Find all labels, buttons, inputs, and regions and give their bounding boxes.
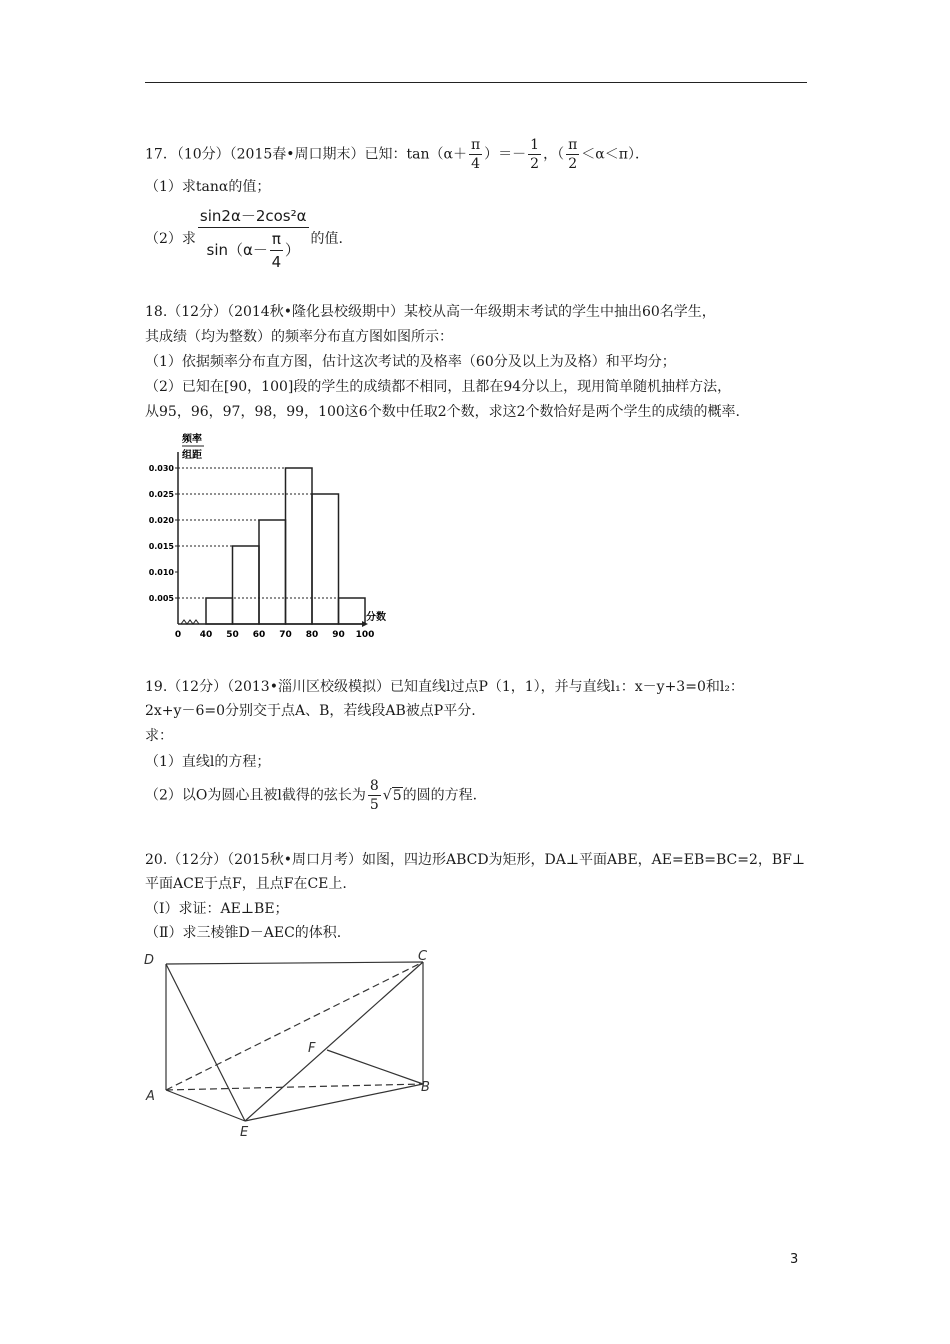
x-tick-label: 60 — [252, 630, 266, 640]
q17-frac-1-2: $\frac{1}{2}$ — [530, 137, 540, 172]
y-tick-label: 0.020 — [148, 516, 174, 525]
q18-line5: 从95，96，97，98，99，100这6个数中任取2个数，求这2个数恰好是两个学生的成绩的概率. — [145, 404, 740, 420]
label-e: E — [240, 1125, 249, 1138]
y-label-bottom: 组距 — [182, 450, 202, 461]
q19-frac-8-5: $\frac{8}{5}$ — [369, 778, 379, 813]
q18-line2: 其成绩（均为整数）的频率分布直方图如图所示： — [145, 329, 453, 345]
q17-part1: （1）求tanα的值； — [145, 179, 271, 195]
q19-line2: 2x+y－6=0分别交于点A、B，若线段AB被点P平分. — [145, 703, 476, 719]
histogram-bar — [339, 598, 366, 624]
y-tick-label: 0.025 — [148, 490, 174, 499]
x-tick-label: 100 — [355, 630, 375, 640]
label-a: A — [146, 1089, 155, 1104]
q17-frac-pi-2: $\frac{\pi}{2}$ — [568, 137, 578, 172]
histogram-bar — [286, 468, 313, 624]
x-tick-label: 70 — [279, 630, 292, 640]
y-tick-label: 0.005 — [148, 594, 174, 603]
q19-line3: 求： — [145, 728, 173, 744]
edge-eb — [245, 1084, 423, 1121]
y-tick-label: 0.010 — [148, 568, 174, 577]
header-rule — [145, 82, 807, 83]
y-tick-label: 0.030 — [148, 464, 174, 473]
q20-part1: （Ⅰ）求证：AE⊥BE； — [145, 901, 289, 917]
edge-ec — [245, 962, 423, 1121]
q17-statement: 17．（10分）（2015春•周口期末）已知：tan（α＋ $\frac{\pi}{4}$ ）＝－ $\frac{1}{2}$ ，（ $\frac{\pi}{2}$ ＜α＜π）． — [145, 137, 649, 172]
q19-part2: （2）以O为圆心且被l截得的弦长为 $\frac{8}{5}$ √5的圆的方程. — [145, 778, 478, 813]
label-b: B — [421, 1080, 430, 1095]
edge-ab-hidden — [166, 1084, 423, 1090]
histogram-bar — [233, 546, 260, 624]
frequency-histogram — [140, 428, 420, 646]
q18-line1: 18.（12分）（2014秋•隆化县校级期中）某校从高一年级期末考试的学生中抽出60名学生， — [145, 304, 716, 320]
geometry-figure — [140, 948, 445, 1138]
edge-dc — [166, 962, 423, 964]
x-tick-label: 40 — [199, 630, 213, 640]
segment-fb — [327, 1050, 423, 1084]
label-f: F — [308, 1041, 316, 1056]
q18-line4: （2）已知在[90，100]段的学生的成绩都不相同，且都在94分以上，现用简单随机抽样方法， — [145, 379, 732, 395]
edge-de — [166, 964, 245, 1121]
edge-ae — [166, 1090, 245, 1121]
label-d: D — [144, 953, 155, 968]
x-tick-label: 90 — [332, 630, 345, 640]
q20-line2: 平面ACE于点F，且点F在CE上. — [145, 876, 347, 892]
page-number: 3 — [790, 1252, 799, 1267]
q18-line3: （1）依据频率分布直方图，估计这次考试的及格率（60分及以上为及格）和平均分； — [145, 354, 676, 370]
q17-expression: sin2α－2cos²α sin（α－ $\frac{\pi}{4}$ ） — [199, 207, 307, 271]
q19-part1: （1）直线l的方程； — [145, 754, 271, 770]
x-tick-label: 50 — [226, 630, 239, 640]
q20-line1: 20.（12分）（2015秋•周口月考）如图，四边形ABCD为矩形，DA⊥平面ABE，AE=EB=BC=2，BF⊥ — [145, 852, 806, 868]
x-tick-label: 0 — [174, 630, 182, 640]
q20-part2: （Ⅱ）求三棱锥D－AEC的体积. — [145, 925, 342, 941]
q17-frac-pi-4: $\frac{\pi}{4}$ — [470, 137, 481, 172]
histogram-bar — [259, 520, 286, 624]
y-label-top: 频率 — [182, 434, 202, 445]
label-c: C — [418, 949, 428, 964]
x-tick-label: 80 — [305, 630, 319, 640]
y-tick-label: 0.015 — [148, 542, 174, 551]
x-label: 分数 — [366, 612, 386, 623]
q19-line1: 19.（12分）（2013•淄川区校级模拟）已知直线l过点P（1，1），并与直线l₁：x－y+3=0和l₂： — [145, 679, 744, 695]
q17-part2: （2）求 sin2α－2cos²α sin（α－ $\frac{\pi}{4}$ ） 的值. — [145, 207, 343, 271]
histogram-bar — [206, 598, 233, 624]
histogram-bar — [312, 494, 339, 624]
